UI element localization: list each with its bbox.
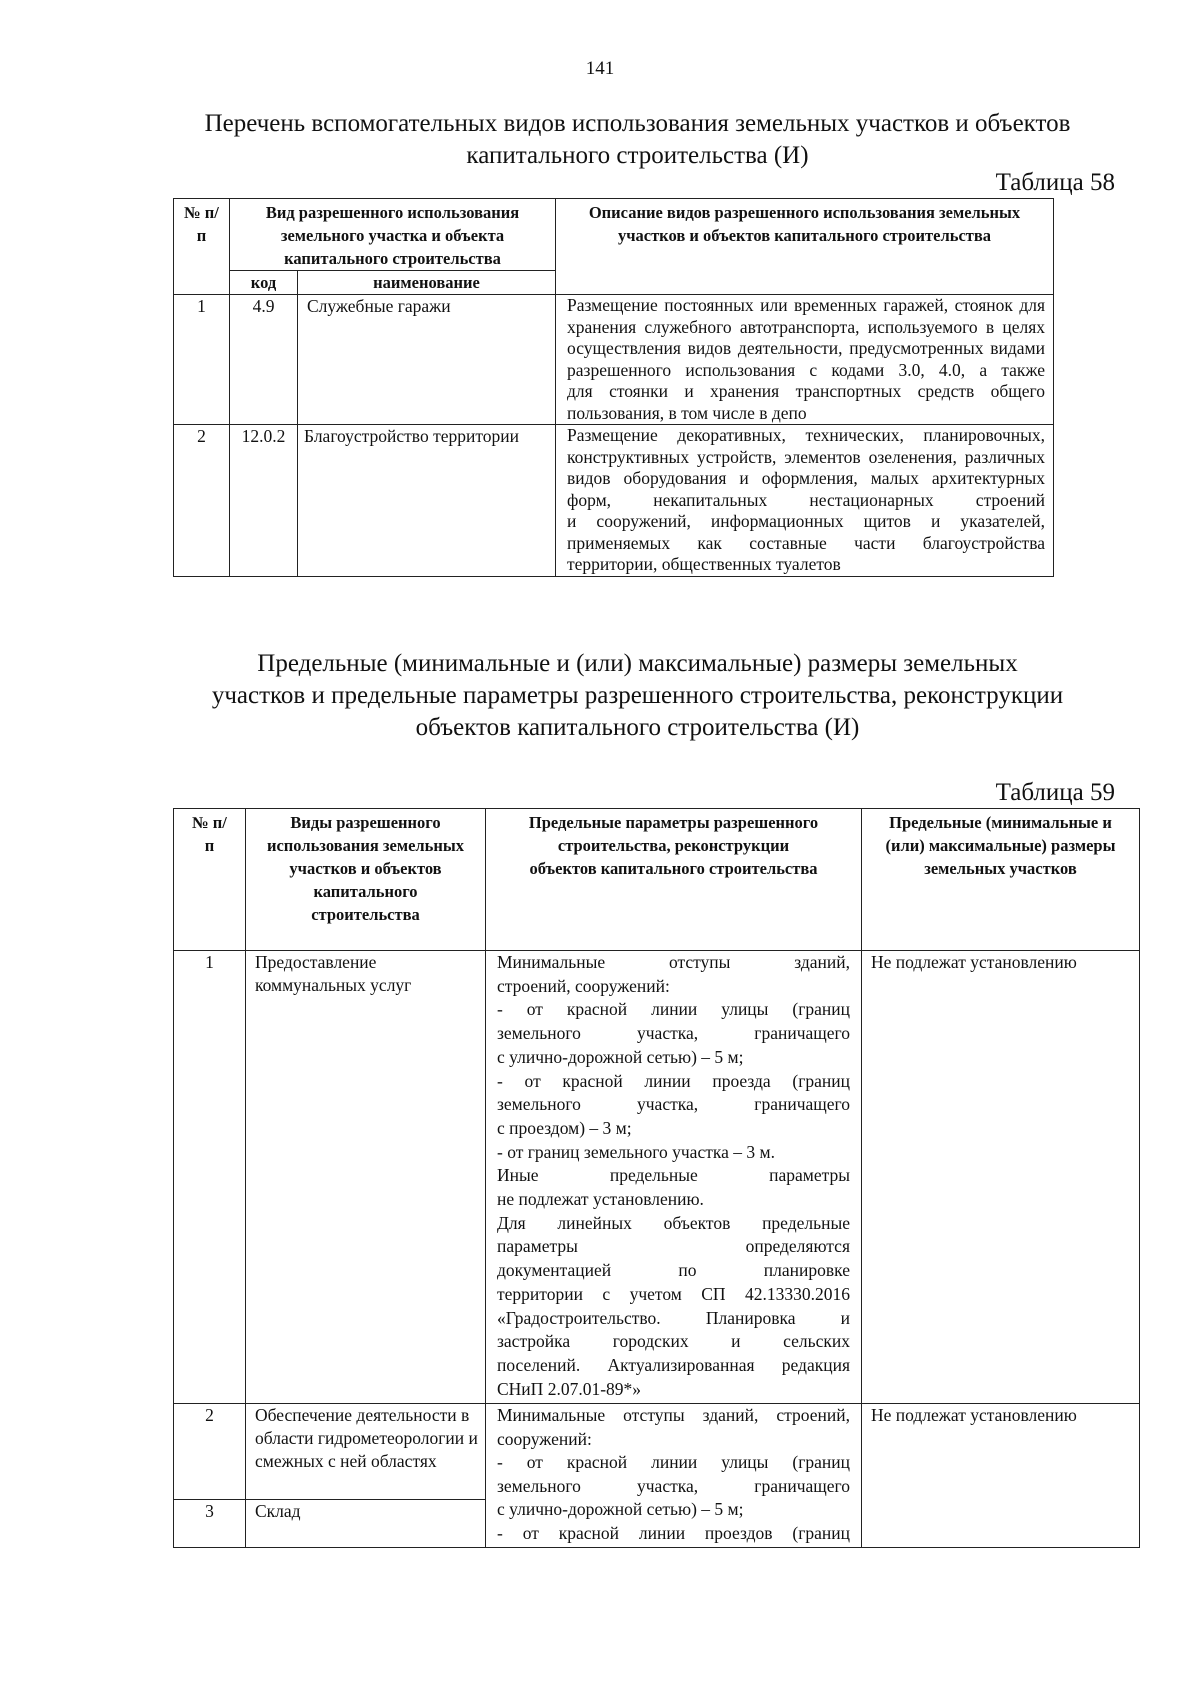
description-line: видов оборудования и оформления, малых архитектурных <box>567 468 1046 488</box>
row-name: Благоустройство территории <box>298 425 556 577</box>
row-type: Предоставление коммунальных услуг <box>246 951 486 1404</box>
description-line: для стоянки и хранения транспортных средств общего <box>567 381 1046 401</box>
params-line: - от красной линии улицы (границ <box>497 1452 850 1472</box>
table58-header-code: код <box>230 271 298 295</box>
description-line: Размещение декоративных, технических, планировочных, <box>567 425 1046 445</box>
description-line: применяемых как составные части благоустройства <box>567 532 1046 553</box>
table-row <box>174 425 1054 577</box>
params-line: земельного участка, граничащего <box>497 1023 850 1044</box>
params-line: - от границ земельного участка – 3 м. <box>497 1141 775 1162</box>
section2-title-line: Предельные (минимальные и (или) максимальные) размеры земельных <box>257 650 1018 677</box>
params-line: документацией по планировке <box>497 1260 850 1281</box>
table58-header-type-group: Вид разрешенного использования земельного участка и объекта капитального строительства <box>230 199 556 271</box>
table-59 <box>173 808 1140 1548</box>
page-number: 141 <box>585 58 615 79</box>
table58-header-name: наименование <box>298 271 556 295</box>
params-line: с улично-дорожной сетью) – 5 м; <box>497 1499 744 1519</box>
row-type: Склад <box>246 1500 486 1548</box>
section2-title-line: участков и предельные параметры разрешенного строительства, реконструкции <box>211 682 1064 709</box>
row-code: 12.0.2 <box>230 425 298 577</box>
params-line: с проездом) – 3 м; <box>497 1117 632 1138</box>
row-num: 1 <box>174 951 246 1404</box>
params-line: земельного участка, граничащего <box>497 1094 850 1115</box>
description-line: территории, общественных туалетов <box>567 554 841 574</box>
section2-title-line: объектов капитального строительства (И) <box>415 714 860 741</box>
row-description <box>556 425 1054 577</box>
params-line: Минимальные отступы зданий, строений, <box>497 1405 850 1425</box>
params-line: с улично-дорожной сетью) – 5 м; <box>497 1046 744 1067</box>
row-name: Служебные гаражи <box>298 295 556 425</box>
section1-title <box>160 108 1115 172</box>
description-line: и сооружений, информационных щитов и указателей, <box>567 511 1046 531</box>
description-line: конструктивных устройств, элементов озеленения, различных <box>567 446 1046 467</box>
params-line: строений, сооружений: <box>497 975 670 996</box>
table-row <box>174 951 1140 1404</box>
row-num: 2 <box>174 425 230 577</box>
description-line: Размещение постоянных или временных гаражей, стоянок для <box>567 295 1046 315</box>
table-58 <box>173 198 1054 577</box>
row-description <box>556 295 1054 425</box>
params-line: сооружений: <box>497 1428 592 1449</box>
params-line: СНиП 2.07.01-89*» <box>497 1378 642 1399</box>
table58-header-description: Описание видов разрешенного использования земельных участков и объектов капитального строительства <box>556 199 1054 295</box>
row-params <box>486 1404 862 1548</box>
table58-header-num: № п/п <box>174 199 230 295</box>
section2-title <box>160 648 1115 744</box>
description-line: пользования, в том числе в депо <box>567 402 807 423</box>
params-line: - от красной линии улицы (границ <box>497 999 850 1020</box>
table59-caption: Таблица 59 <box>995 779 1115 806</box>
table59-header-num: № п/п <box>174 809 246 951</box>
params-line: застройка городских и сельских <box>497 1331 850 1352</box>
params-line: Для линейных объектов предельные <box>497 1212 850 1233</box>
row-num: 2 <box>174 1404 246 1500</box>
params-line: - от красной линии проезда (границ <box>497 1070 850 1091</box>
row-type: Обеспечение деятельности в области гидрометеорологии и смежных с ней областях <box>246 1404 486 1500</box>
row-params <box>486 951 862 1404</box>
row-sizes: Не подлежат установлению <box>862 951 1140 1404</box>
params-line: земельного участка, граничащего <box>497 1475 850 1496</box>
row-sizes: Не подлежат установлению <box>862 1404 1140 1548</box>
description-line: хранения служебного автотранспорта, используемого в целях <box>567 316 1046 337</box>
params-line: Минимальные отступы зданий, <box>497 952 850 972</box>
table-row <box>174 1404 1140 1500</box>
table59-header-params: Предельные параметры разрешенного строительства, реконструкции объектов капитального строительства <box>486 809 862 951</box>
row-num: 1 <box>174 295 230 425</box>
section1-title-line: Перечень вспомогательных видов использования земельных участков и объектов <box>204 110 1071 137</box>
description-line: форм, некапитальных нестационарных строений <box>567 489 1046 510</box>
table-row <box>174 295 1054 425</box>
description-line: осуществления видов деятельности, предусмотренных видами <box>567 338 1046 358</box>
params-line: не подлежат установлению. <box>497 1189 704 1210</box>
description-line: разрешенного использования с кодами 3.0, 4.0, а также <box>567 359 1046 380</box>
table59-header-types: Виды разрешенного использования земельных участков и объектов капитального строительства <box>246 809 486 951</box>
row-num: 3 <box>174 1500 246 1548</box>
table58-caption: Таблица 58 <box>995 169 1115 196</box>
params-line: - от красной линии проездов (границ <box>497 1522 850 1543</box>
table59-header-sizes: Предельные (минимальные и (или) максимальные) размеры земельных участков <box>862 809 1140 951</box>
params-line: территории с учетом СП 42.13330.2016 <box>497 1283 850 1304</box>
row-code: 4.9 <box>230 295 298 425</box>
params-line: поселений. Актуализированная редакция <box>497 1354 850 1375</box>
params-line: параметры определяются <box>497 1236 850 1257</box>
params-line: Иные предельные параметры <box>497 1165 850 1186</box>
params-line: «Градостроительство. Планировка и <box>497 1307 850 1328</box>
section1-title-line: капитального строительства (И) <box>466 142 809 169</box>
